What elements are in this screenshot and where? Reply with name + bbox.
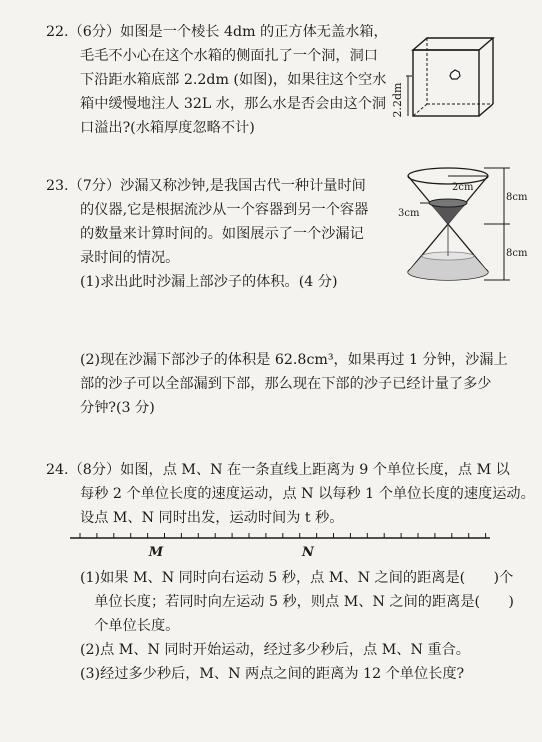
q22-line-3: 下沿距水箱底部 2.2dm (如图)，如果往这个空水 <box>80 72 387 88</box>
q24-sub-line-3: 个单位长度。 <box>80 618 180 634</box>
q24-line-1: 24.（8分）如图，点 M、N 在一条直线上距离为 9 个单位长度，点 M 以 <box>46 462 510 478</box>
q23-line-5: (1)求出此时沙漏上部沙子的体积。(4 分) <box>80 274 338 290</box>
q24-sub-line-5: (3)经过多少秒后，M、N 两点之间的距离为 12 个单位长度? <box>80 666 465 682</box>
q23-part2-line-3: 分钟?(3 分) <box>80 400 155 416</box>
q24-line-3: 设点 M、N 同时出发，运动时间为 t 秒。 <box>80 510 344 526</box>
q24-sub-line-4: (2)点 M、N 同时开始运动，经过多少秒后，点 M、N 重合。 <box>80 642 470 658</box>
bottom-height-label: 8cm <box>506 248 528 259</box>
q24-sub-line-1: (1)如果 M、N 同时向右运动 5 秒，点 M、N 之间的距离是( )个 <box>80 570 514 586</box>
q22-line-2: 毛毛不小心在这个水箱的侧面扎了一个洞，洞口 <box>80 48 378 64</box>
q23-line-4: 录时间的情况。 <box>80 250 180 266</box>
hole-icon <box>450 70 460 79</box>
point-m-label: M <box>148 545 164 560</box>
number-line-figure <box>70 530 490 562</box>
q24-sub-line-2: 单位长度；若同时向左运动 5 秒，则点 M、N 之间的距离是( ) <box>80 594 514 610</box>
hourglass-figure <box>392 160 532 285</box>
sand-radius-label: 3cm <box>398 208 420 219</box>
q23-line-2: 的仪器,它是根据流沙从一个容器到另一个容器 <box>80 202 369 218</box>
q24-line-2: 每秒 2 个单位长度的速度运动，点 N 以每秒 1 个单位长度的速度运动。 <box>80 486 535 502</box>
q22-line-4: 箱中缓慢地注人 32L 水，那么水是否会由这个洞 <box>80 96 387 112</box>
q23-part2-line-2: 部的沙子可以全部漏到下部，那么现在下部的沙子已经计量了多少 <box>80 376 492 392</box>
q22-line-1: 22.（6分）如图是一个棱长 4dm 的正方体无盖水箱， <box>46 24 388 40</box>
q23-part2-line-1: (2)现在沙漏下部沙子的体积是 62.8cm³，如果再过 1 分钟，沙漏上 <box>80 352 508 368</box>
top-radius-label: 2cm <box>452 182 474 193</box>
q22-line-5: 口溢出?(水箱厚度忽略不计) <box>80 120 255 136</box>
q23-line-1: 23.（7分）沙漏又称沙钟,是我国古代一种计量时间 <box>46 178 366 194</box>
point-n-label: N <box>302 545 314 560</box>
height-2-2dm-label: 2.2dm <box>391 82 404 118</box>
top-height-label: 8cm <box>506 192 528 203</box>
q23-line-3: 的数量来计算时间的。如图展示了一个沙漏记 <box>80 226 364 242</box>
water-tank-figure <box>391 18 505 128</box>
